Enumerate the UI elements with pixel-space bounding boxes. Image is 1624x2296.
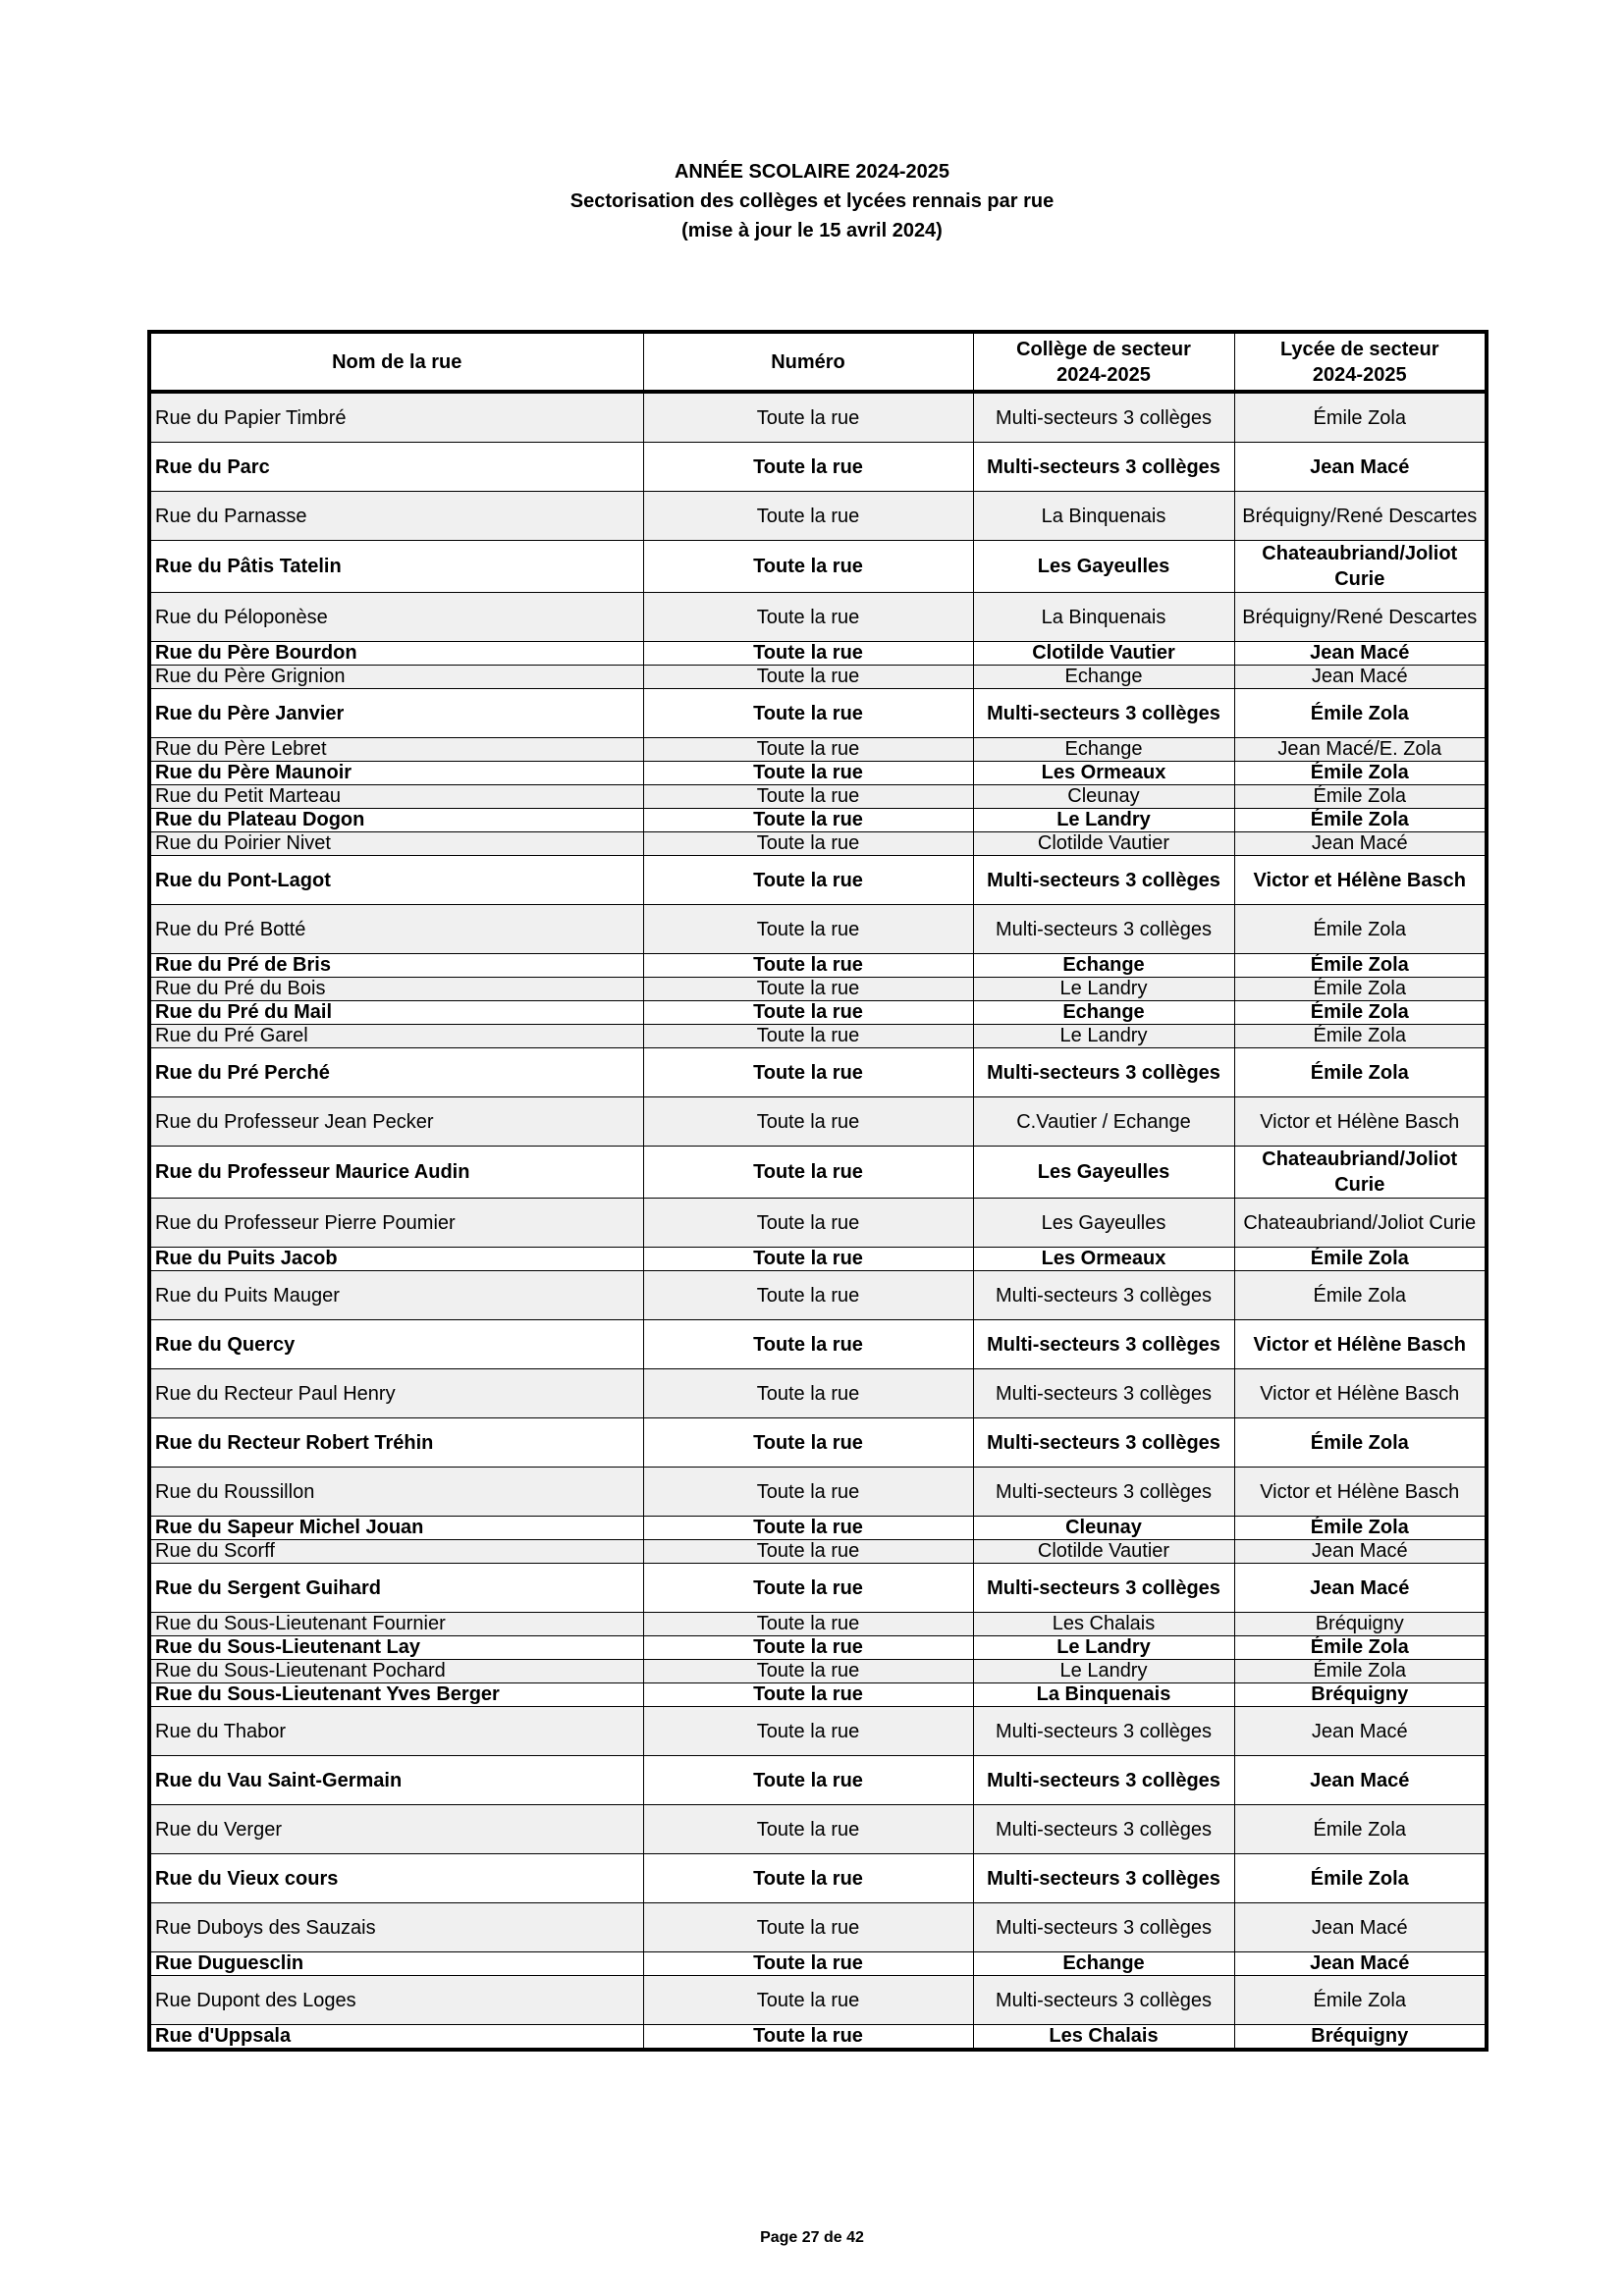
table-row: [149, 1320, 1487, 1369]
cell-college: Multi-secteurs 3 collèges: [973, 1048, 1234, 1097]
sectorisation-table: [147, 330, 1489, 2052]
cell-lycee: Chateaubriand/Joliot Curie: [1234, 541, 1487, 593]
table-row: [149, 392, 1487, 443]
table-row: [149, 1271, 1487, 1320]
cell-college: Multi-secteurs 3 collèges: [973, 1564, 1234, 1613]
cell-lycee: Bréquigny: [1234, 2025, 1487, 2051]
cell-lycee: Bréquigny/René Descartes: [1234, 492, 1487, 541]
cell-lycee: Jean Macé: [1234, 666, 1487, 689]
cell-college: Cleunay: [973, 785, 1234, 809]
cell-street-name: Rue du Pré Perché: [149, 1048, 643, 1097]
cell-number: Toute la rue: [643, 1147, 973, 1199]
cell-lycee: Jean Macé: [1234, 1903, 1487, 1952]
cell-number: Toute la rue: [643, 1048, 973, 1097]
table-row: [149, 1903, 1487, 1952]
cell-number: Toute la rue: [643, 1683, 973, 1707]
cell-number: Toute la rue: [643, 1320, 973, 1369]
cell-street-name: Rue du Péloponèse: [149, 593, 643, 642]
column-header-college: Collège de secteur 2024-2025: [973, 332, 1234, 392]
cell-lycee: Émile Zola: [1234, 1660, 1487, 1683]
table-row: [149, 1097, 1487, 1147]
cell-college: La Binquenais: [973, 492, 1234, 541]
table-row: [149, 541, 1487, 593]
column-header-rue: Nom de la rue: [149, 332, 643, 392]
cell-number: Toute la rue: [643, 905, 973, 954]
cell-number: Toute la rue: [643, 2025, 973, 2051]
cell-number: Toute la rue: [643, 1854, 973, 1903]
cell-street-name: Rue du Verger: [149, 1805, 643, 1854]
cell-lycee: Émile Zola: [1234, 1025, 1487, 1048]
cell-college: Echange: [973, 738, 1234, 762]
cell-number: Toute la rue: [643, 1199, 973, 1248]
school-year-title: ANNÉE SCOLAIRE 2024-2025: [674, 161, 950, 183]
cell-street-name: Rue du Puits Mauger: [149, 1271, 643, 1320]
cell-number: Toute la rue: [643, 1418, 973, 1468]
cell-lycee: Victor et Hélène Basch: [1234, 1369, 1487, 1418]
cell-street-name: Rue du Pré Garel: [149, 1025, 643, 1048]
cell-street-name: Rue du Père Grignion: [149, 666, 643, 689]
table-row: [149, 1468, 1487, 1517]
cell-lycee: Émile Zola: [1234, 809, 1487, 832]
cell-street-name: Rue du Sous-Lieutenant Pochard: [149, 1660, 643, 1683]
cell-number: Toute la rue: [643, 738, 973, 762]
cell-lycee: Émile Zola: [1234, 392, 1487, 443]
cell-lycee: Émile Zola: [1234, 1636, 1487, 1660]
cell-college: Multi-secteurs 3 collèges: [973, 1756, 1234, 1805]
cell-number: Toute la rue: [643, 492, 973, 541]
cell-number: Toute la rue: [643, 1540, 973, 1564]
update-date: (mise à jour le 15 avril 2024): [681, 220, 943, 241]
cell-lycee: Jean Macé: [1234, 832, 1487, 856]
cell-street-name: Rue du Scorff: [149, 1540, 643, 1564]
cell-street-name: Rue du Père Janvier: [149, 689, 643, 738]
cell-college: Clotilde Vautier: [973, 832, 1234, 856]
table-row: [149, 1636, 1487, 1660]
cell-lycee: Jean Macé: [1234, 1564, 1487, 1613]
cell-street-name: Rue du Petit Marteau: [149, 785, 643, 809]
cell-street-name: Rue du Recteur Robert Tréhin: [149, 1418, 643, 1468]
cell-number: Toute la rue: [643, 666, 973, 689]
cell-lycee: Émile Zola: [1234, 954, 1487, 978]
cell-street-name: Rue du Sergent Guihard: [149, 1564, 643, 1613]
cell-street-name: Rue du Sous-Lieutenant Yves Berger: [149, 1683, 643, 1707]
cell-street-name: Rue du Pré du Mail: [149, 1001, 643, 1025]
cell-lycee: Jean Macé: [1234, 443, 1487, 492]
table-row: [149, 593, 1487, 642]
cell-number: Toute la rue: [643, 1636, 973, 1660]
cell-street-name: Rue du Puits Jacob: [149, 1248, 643, 1271]
cell-number: Toute la rue: [643, 809, 973, 832]
cell-street-name: Rue du Pont-Lagot: [149, 856, 643, 905]
cell-college: Echange: [973, 666, 1234, 689]
cell-college: Multi-secteurs 3 collèges: [973, 1707, 1234, 1756]
cell-lycee: Jean Macé: [1234, 642, 1487, 666]
cell-number: Toute la rue: [643, 642, 973, 666]
cell-street-name: Rue du Sous-Lieutenant Lay: [149, 1636, 643, 1660]
cell-lycee: Jean Macé: [1234, 1540, 1487, 1564]
table-row: [149, 809, 1487, 832]
cell-college: Multi-secteurs 3 collèges: [973, 689, 1234, 738]
cell-number: Toute la rue: [643, 1468, 973, 1517]
cell-college: Cleunay: [973, 1517, 1234, 1540]
cell-number: Toute la rue: [643, 954, 973, 978]
cell-lycee: Émile Zola: [1234, 1048, 1487, 1097]
cell-number: Toute la rue: [643, 689, 973, 738]
cell-street-name: Rue du Roussillon: [149, 1468, 643, 1517]
table-body: [149, 392, 1487, 2050]
cell-college: Multi-secteurs 3 collèges: [973, 1903, 1234, 1952]
cell-lycee: Émile Zola: [1234, 1517, 1487, 1540]
cell-number: Toute la rue: [643, 443, 973, 492]
table-row: [149, 1147, 1487, 1199]
cell-street-name: Rue du Poirier Nivet: [149, 832, 643, 856]
cell-number: Toute la rue: [643, 1271, 973, 1320]
cell-lycee: Victor et Hélène Basch: [1234, 1320, 1487, 1369]
cell-lycee: Victor et Hélène Basch: [1234, 1097, 1487, 1147]
table-row: [149, 1418, 1487, 1468]
table-row: [149, 1048, 1487, 1097]
cell-street-name: Rue du Recteur Paul Henry: [149, 1369, 643, 1418]
table-row: [149, 785, 1487, 809]
cell-lycee: Émile Zola: [1234, 785, 1487, 809]
table-row: [149, 1952, 1487, 1976]
cell-street-name: Rue du Père Lebret: [149, 738, 643, 762]
cell-college: Echange: [973, 954, 1234, 978]
cell-number: Toute la rue: [643, 856, 973, 905]
cell-lycee: Émile Zola: [1234, 1854, 1487, 1903]
cell-number: Toute la rue: [643, 1976, 973, 2025]
cell-lycee: Émile Zola: [1234, 1248, 1487, 1271]
cell-lycee: Bréquigny: [1234, 1683, 1487, 1707]
table-row: [149, 492, 1487, 541]
cell-lycee: Émile Zola: [1234, 762, 1487, 785]
cell-number: Toute la rue: [643, 1369, 973, 1418]
cell-street-name: Rue du Vau Saint-Germain: [149, 1756, 643, 1805]
table-row: [149, 1613, 1487, 1636]
cell-college: Les Gayeulles: [973, 1199, 1234, 1248]
cell-lycee: Émile Zola: [1234, 1001, 1487, 1025]
cell-street-name: Rue du Plateau Dogon: [149, 809, 643, 832]
cell-lycee: Émile Zola: [1234, 905, 1487, 954]
cell-college: Multi-secteurs 3 collèges: [973, 443, 1234, 492]
cell-college: Le Landry: [973, 978, 1234, 1001]
cell-number: Toute la rue: [643, 1248, 973, 1271]
cell-street-name: Rue du Professeur Maurice Audin: [149, 1147, 643, 1199]
cell-number: Toute la rue: [643, 978, 973, 1001]
cell-street-name: Rue du Pré Botté: [149, 905, 643, 954]
cell-number: Toute la rue: [643, 1805, 973, 1854]
table-row: [149, 738, 1487, 762]
cell-college: Multi-secteurs 3 collèges: [973, 1320, 1234, 1369]
table-row: [149, 1001, 1487, 1025]
cell-street-name: Rue du Sapeur Michel Jouan: [149, 1517, 643, 1540]
table-row: [149, 1540, 1487, 1564]
cell-lycee: Jean Macé: [1234, 1756, 1487, 1805]
table-row: [149, 1854, 1487, 1903]
cell-number: Toute la rue: [643, 1707, 973, 1756]
cell-college: Multi-secteurs 3 collèges: [973, 1854, 1234, 1903]
document-header: [0, 157, 1624, 245]
cell-street-name: Rue du Professeur Pierre Poumier: [149, 1199, 643, 1248]
cell-college: Multi-secteurs 3 collèges: [973, 1805, 1234, 1854]
table-row: [149, 2025, 1487, 2051]
cell-street-name: Rue du Père Bourdon: [149, 642, 643, 666]
cell-college: Multi-secteurs 3 collèges: [973, 1976, 1234, 2025]
cell-number: Toute la rue: [643, 1025, 973, 1048]
cell-number: Toute la rue: [643, 541, 973, 593]
cell-lycee: Émile Zola: [1234, 689, 1487, 738]
cell-college: Le Landry: [973, 1025, 1234, 1048]
cell-college: La Binquenais: [973, 593, 1234, 642]
table-row: [149, 856, 1487, 905]
cell-number: Toute la rue: [643, 593, 973, 642]
cell-number: Toute la rue: [643, 762, 973, 785]
table-row: [149, 978, 1487, 1001]
cell-lycee: Victor et Hélène Basch: [1234, 1468, 1487, 1517]
cell-lycee: Chateaubriand/Joliot Curie: [1234, 1147, 1487, 1199]
cell-street-name: Rue du Professeur Jean Pecker: [149, 1097, 643, 1147]
table-row: [149, 1660, 1487, 1683]
table-header-row: [149, 332, 1487, 392]
cell-number: Toute la rue: [643, 1001, 973, 1025]
table-row: [149, 1199, 1487, 1248]
cell-college: Les Ormeaux: [973, 762, 1234, 785]
cell-lycee: Émile Zola: [1234, 1418, 1487, 1468]
table-row: [149, 1707, 1487, 1756]
cell-college: Echange: [973, 1952, 1234, 1976]
cell-college: Clotilde Vautier: [973, 642, 1234, 666]
cell-college: Multi-secteurs 3 collèges: [973, 392, 1234, 443]
table-row: [149, 1369, 1487, 1418]
cell-college: Echange: [973, 1001, 1234, 1025]
cell-college: Multi-secteurs 3 collèges: [973, 905, 1234, 954]
table-row: [149, 905, 1487, 954]
page-number: Page 27 de 42: [760, 2229, 864, 2246]
cell-street-name: Rue d'Uppsala: [149, 2025, 643, 2051]
cell-number: Toute la rue: [643, 785, 973, 809]
table-row: [149, 1248, 1487, 1271]
cell-street-name: Rue Duboys des Sauzais: [149, 1903, 643, 1952]
cell-college: Multi-secteurs 3 collèges: [973, 1468, 1234, 1517]
cell-college: Multi-secteurs 3 collèges: [973, 1369, 1234, 1418]
cell-street-name: Rue Dupont des Loges: [149, 1976, 643, 2025]
table-row: [149, 1517, 1487, 1540]
table-row: [149, 1756, 1487, 1805]
cell-street-name: Rue du Parc: [149, 443, 643, 492]
cell-college: Le Landry: [973, 1660, 1234, 1683]
cell-street-name: Rue du Papier Timbré: [149, 392, 643, 443]
cell-number: Toute la rue: [643, 1756, 973, 1805]
cell-college: C.Vautier / Echange: [973, 1097, 1234, 1147]
cell-college: Le Landry: [973, 809, 1234, 832]
table-row: [149, 1805, 1487, 1854]
cell-number: Toute la rue: [643, 1903, 973, 1952]
column-header-lycee: Lycée de secteur 2024-2025: [1234, 332, 1487, 392]
cell-number: Toute la rue: [643, 1097, 973, 1147]
cell-number: Toute la rue: [643, 1952, 973, 1976]
cell-street-name: Rue du Pâtis Tatelin: [149, 541, 643, 593]
table-row: [149, 832, 1487, 856]
cell-street-name: Rue du Père Maunoir: [149, 762, 643, 785]
cell-number: Toute la rue: [643, 1660, 973, 1683]
cell-lycee: Jean Macé/E. Zola: [1234, 738, 1487, 762]
cell-college: Multi-secteurs 3 collèges: [973, 856, 1234, 905]
cell-college: Les Ormeaux: [973, 1248, 1234, 1271]
table-row: [149, 1976, 1487, 2025]
table-row: [149, 1025, 1487, 1048]
table-row: [149, 443, 1487, 492]
cell-street-name: Rue du Sous-Lieutenant Fournier: [149, 1613, 643, 1636]
document-subtitle: Sectorisation des collèges et lycées rennais par rue: [569, 190, 1055, 212]
cell-lycee: Jean Macé: [1234, 1707, 1487, 1756]
cell-lycee: Émile Zola: [1234, 1976, 1487, 2025]
table-row: [149, 954, 1487, 978]
cell-street-name: Rue du Vieux cours: [149, 1854, 643, 1903]
table-row: [149, 1683, 1487, 1707]
cell-college: Clotilde Vautier: [973, 1540, 1234, 1564]
table-row: [149, 1564, 1487, 1613]
cell-street-name: Rue Duguesclin: [149, 1952, 643, 1976]
cell-lycee: Bréquigny/René Descartes: [1234, 593, 1487, 642]
cell-lycee: Émile Zola: [1234, 1805, 1487, 1854]
cell-lycee: Chateaubriand/Joliot Curie: [1234, 1199, 1487, 1248]
cell-street-name: Rue du Parnasse: [149, 492, 643, 541]
cell-college: La Binquenais: [973, 1683, 1234, 1707]
column-header-numero: Numéro: [643, 332, 973, 392]
cell-lycee: Émile Zola: [1234, 978, 1487, 1001]
cell-street-name: Rue du Quercy: [149, 1320, 643, 1369]
cell-number: Toute la rue: [643, 832, 973, 856]
cell-college: Les Chalais: [973, 1613, 1234, 1636]
cell-college: Le Landry: [973, 1636, 1234, 1660]
cell-college: Multi-secteurs 3 collèges: [973, 1271, 1234, 1320]
cell-college: Les Gayeulles: [973, 1147, 1234, 1199]
cell-street-name: Rue du Pré de Bris: [149, 954, 643, 978]
cell-college: Les Gayeulles: [973, 541, 1234, 593]
cell-college: Multi-secteurs 3 collèges: [973, 1418, 1234, 1468]
table-row: [149, 666, 1487, 689]
cell-street-name: Rue du Pré du Bois: [149, 978, 643, 1001]
table-row: [149, 762, 1487, 785]
cell-lycee: Bréquigny: [1234, 1613, 1487, 1636]
table-row: [149, 642, 1487, 666]
cell-number: Toute la rue: [643, 392, 973, 443]
cell-street-name: Rue du Thabor: [149, 1707, 643, 1756]
cell-lycee: Émile Zola: [1234, 1271, 1487, 1320]
cell-lycee: Jean Macé: [1234, 1952, 1487, 1976]
cell-number: Toute la rue: [643, 1517, 973, 1540]
cell-number: Toute la rue: [643, 1564, 973, 1613]
cell-number: Toute la rue: [643, 1613, 973, 1636]
table-row: [149, 689, 1487, 738]
cell-lycee: Victor et Hélène Basch: [1234, 856, 1487, 905]
cell-college: Les Chalais: [973, 2025, 1234, 2051]
